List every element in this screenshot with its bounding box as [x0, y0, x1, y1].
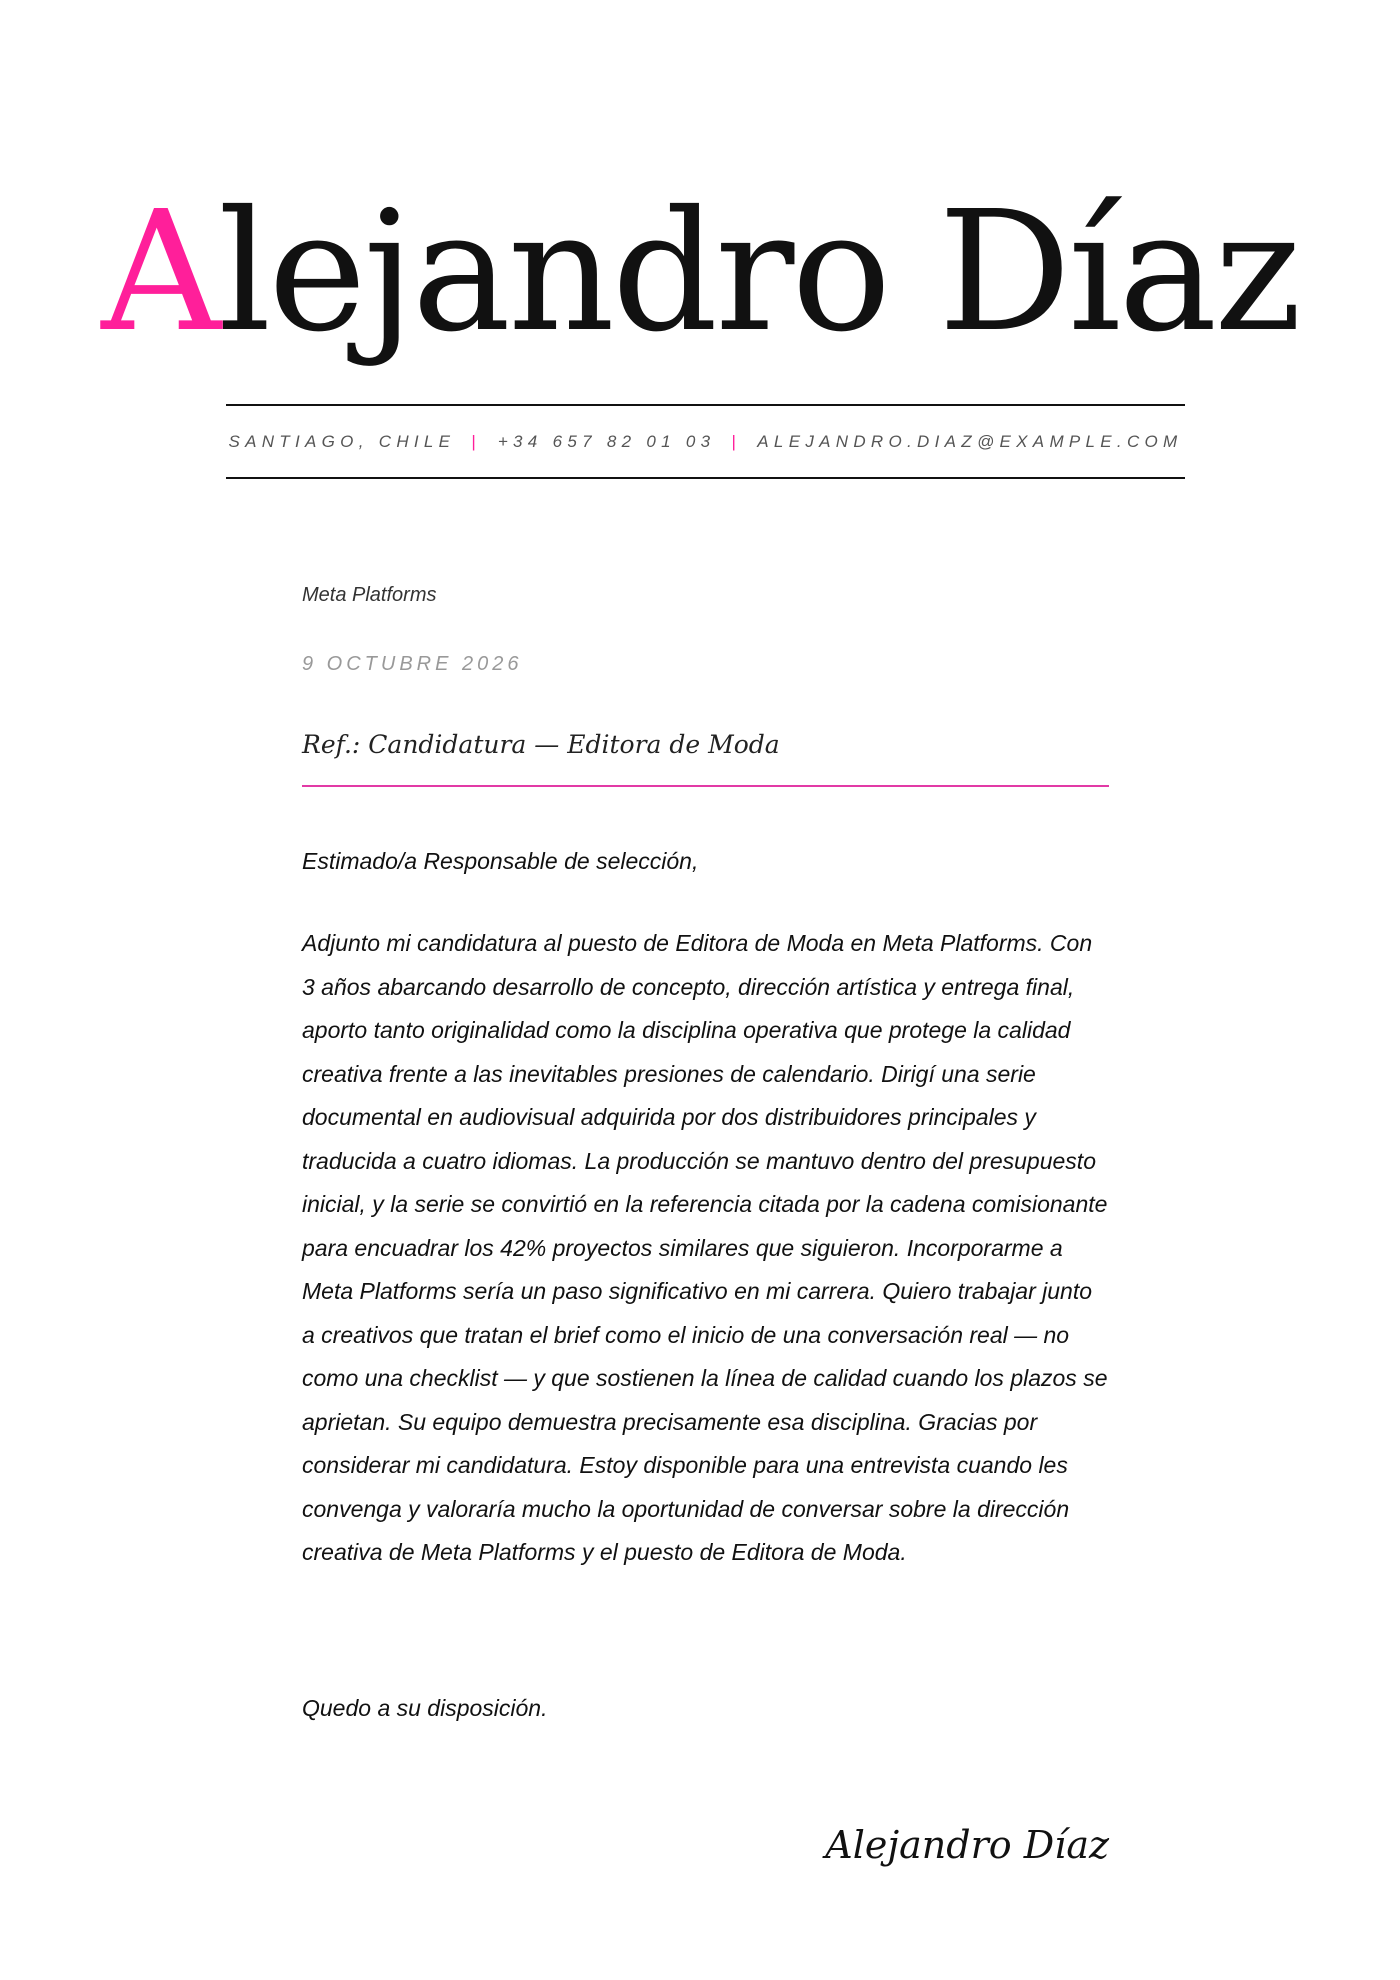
contact-location: SANTIAGO, CHILE [228, 432, 456, 451]
letter-date: 9 OCTUBRE 2026 [302, 653, 523, 675]
header-top-rule [226, 404, 1185, 406]
letter-closing: Quedo a su disposición. [302, 1695, 548, 1721]
applicant-name [0, 176, 1400, 369]
letter-greeting: Estimado/a Responsable de selección, [302, 848, 699, 874]
contact-email: ALEJANDRO.DIAZ@EXAMPLE.COM [757, 432, 1183, 451]
header-bottom-rule [226, 477, 1185, 479]
letter-subject: Ref.: Candidatura — Editora de Moda [302, 730, 780, 759]
contact-line [226, 432, 1185, 452]
signature: Alejandro Díaz [825, 1823, 1109, 1867]
contact-separator: | [731, 432, 736, 451]
name-initial: A [101, 176, 219, 369]
recipient-company: Meta Platforms [302, 584, 437, 606]
subject-underline [302, 785, 1109, 787]
name-rest: lejandro Díaz [218, 176, 1299, 369]
letter-body: Adjunto mi candidatura al puesto de Editora de Moda en Meta Platforms. Con 3 años abarcando desarrollo de concepto, dirección artística y entrega final, aporto tanto originalidad como la disciplina operativa que protege la calidad creativa frente a las inevitables presiones de calendario. Dirigí una serie documental en audiovisual adquirida por dos distribuidores principales y traducida a cuatro idiomas. La producción se mantuvo dentro del presupuesto inicial, y la serie se convirtió en la referencia citada por la cadena comisionante para encuadrar los 42% proyectos similares que siguieron. Incorporarme a Meta Platforms sería un paso significativo en mi carrera. Quiero trabajar junto a creativos que tratan el brief como el inicio de una conversación real — no como una checklist — y que sostienen la línea de calidad cuando los plazos se aprietan. Su equipo demuestra precisamente esa disciplina. Gracias por considerar mi candidatura. Estoy disponible para una entrevista cuando les convenga y valoraría mucho la oportunidad de conversar sobre la dirección creativa de Meta Platforms y el puesto de Editora de Moda. [302, 930, 1108, 1565]
contact-separator: | [471, 432, 476, 451]
contact-phone: +34 657 82 01 03 [497, 432, 716, 451]
